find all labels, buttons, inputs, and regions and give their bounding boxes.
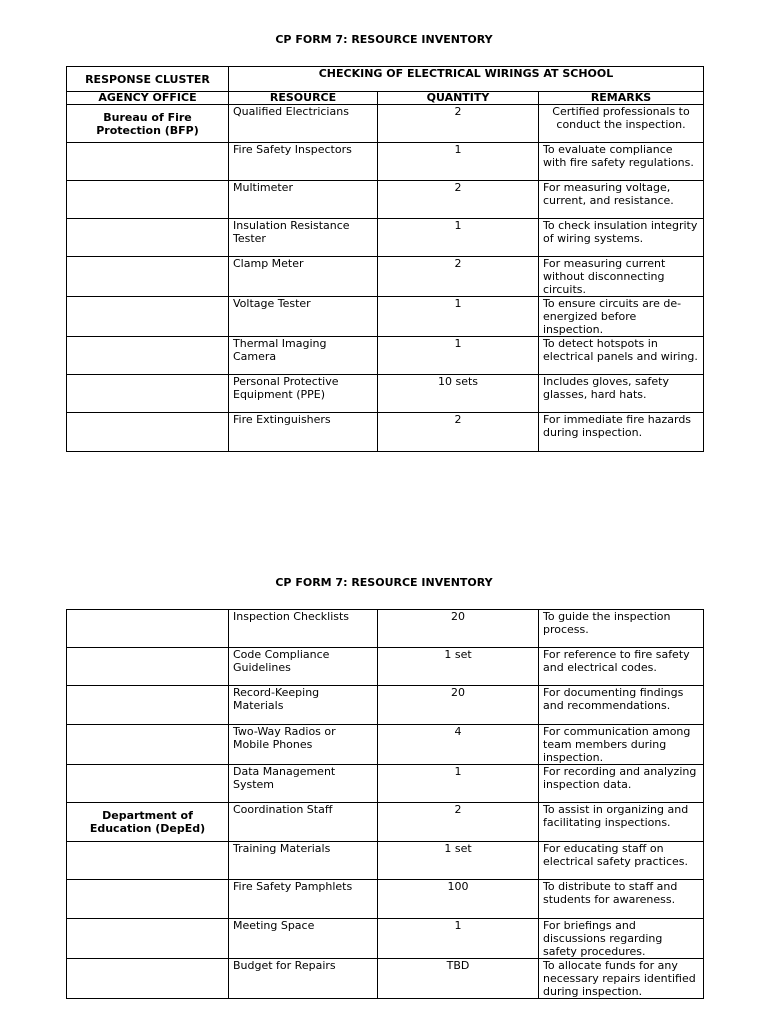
- agency-cell: [67, 181, 229, 219]
- resource-cell: Training Materials: [229, 842, 378, 880]
- agency-cell: [67, 610, 229, 648]
- table-row: [67, 765, 704, 803]
- form-title-page-1: CP FORM 7: RESOURCE INVENTORY: [275, 33, 493, 46]
- resource-cell: Record-Keeping Materials: [229, 686, 378, 725]
- table-row: [67, 803, 704, 842]
- remarks-cell: For communication among team members during inspection.: [539, 725, 704, 765]
- resource-cell: Clamp Meter: [229, 257, 378, 297]
- table-row: [67, 686, 704, 725]
- resource-inventory-table-2: [66, 609, 704, 999]
- agency-cell: [67, 880, 229, 919]
- agency-cell: [67, 143, 229, 181]
- table-row: [67, 257, 704, 297]
- agency-cell: [67, 648, 229, 686]
- quantity-cell: 1 set: [378, 842, 539, 880]
- remarks-cell: For reference to fire safety and electrical codes.: [539, 648, 704, 686]
- col-header-resource: RESOURCE: [229, 92, 378, 105]
- table-row: [67, 648, 704, 686]
- agency-cell: [67, 959, 229, 999]
- resource-cell: Thermal Imaging Camera: [229, 337, 378, 375]
- quantity-cell: 2: [378, 803, 539, 842]
- quantity-cell: 2: [378, 257, 539, 297]
- quantity-cell: 2: [378, 413, 539, 452]
- resource-inventory-table-1: [66, 66, 704, 452]
- remarks-cell: To ensure circuits are de-energized before inspection.: [539, 297, 704, 337]
- resource-cell: Insulation Resistance Tester: [229, 219, 378, 257]
- remarks-cell: Certified professionals to conduct the inspection.: [539, 105, 704, 143]
- resource-cell: Code Compliance Guidelines: [229, 648, 378, 686]
- remarks-cell: For briefings and discussions regarding safety procedures.: [539, 919, 704, 959]
- resource-cell: Budget for Repairs: [229, 959, 378, 999]
- quantity-cell: 20: [378, 686, 539, 725]
- resource-cell: Fire Safety Inspectors: [229, 143, 378, 181]
- agency-cell: [67, 257, 229, 297]
- remarks-cell: For measuring voltage, current, and resistance.: [539, 181, 704, 219]
- quantity-cell: 10 sets: [378, 375, 539, 413]
- quantity-cell: 1: [378, 297, 539, 337]
- agency-cell: [67, 219, 229, 257]
- remarks-cell: To evaluate compliance with fire safety regulations.: [539, 143, 704, 181]
- remarks-cell: For recording and analyzing inspection data.: [539, 765, 704, 803]
- col-header-quantity: QUANTITY: [378, 92, 539, 105]
- table-row: [67, 105, 704, 143]
- remarks-cell: To assist in organizing and facilitating inspections.: [539, 803, 704, 842]
- quantity-cell: 2: [378, 181, 539, 219]
- col-header-agency-office: AGENCY OFFICE: [67, 92, 229, 105]
- quantity-cell: 100: [378, 880, 539, 919]
- remarks-cell: For measuring current without disconnecting circuits.: [539, 257, 704, 297]
- agency-cell: [67, 765, 229, 803]
- resource-cell: Inspection Checklists: [229, 610, 378, 648]
- remarks-cell: Includes gloves, safety glasses, hard hats.: [539, 375, 704, 413]
- quantity-cell: 1: [378, 143, 539, 181]
- agency-cell: Department of Education (DepEd): [67, 803, 229, 842]
- agency-cell: [67, 919, 229, 959]
- table-row: [67, 337, 704, 375]
- table-row: [67, 181, 704, 219]
- resource-cell: Personal Protective Equipment (PPE): [229, 375, 378, 413]
- response-cluster-label: RESPONSE CLUSTER: [67, 67, 229, 92]
- quantity-cell: 4: [378, 725, 539, 765]
- agency-cell: Bureau of Fire Protection (BFP): [67, 105, 229, 143]
- remarks-cell: To distribute to staff and students for awareness.: [539, 880, 704, 919]
- remarks-cell: To detect hotspots in electrical panels and wiring.: [539, 337, 704, 375]
- remarks-cell: To allocate funds for any necessary repairs identified during inspection.: [539, 959, 704, 999]
- response-cluster-row: [67, 67, 704, 92]
- resource-cell: Coordination Staff: [229, 803, 378, 842]
- response-cluster-value: CHECKING OF ELECTRICAL WIRINGS AT SCHOOL: [229, 67, 704, 92]
- quantity-cell: 1 set: [378, 648, 539, 686]
- agency-cell: [67, 842, 229, 880]
- agency-cell: [67, 297, 229, 337]
- table-row: [67, 297, 704, 337]
- col-header-remarks: REMARKS: [539, 92, 704, 105]
- table-row: [67, 413, 704, 452]
- table-row: [67, 880, 704, 919]
- resource-cell: Two-Way Radios or Mobile Phones: [229, 725, 378, 765]
- remarks-cell: For immediate fire hazards during inspection.: [539, 413, 704, 452]
- quantity-cell: 1: [378, 919, 539, 959]
- agency-cell: [67, 375, 229, 413]
- quantity-cell: TBD: [378, 959, 539, 999]
- resource-cell: Multimeter: [229, 181, 378, 219]
- resource-cell: Fire Safety Pamphlets: [229, 880, 378, 919]
- table-row: [67, 143, 704, 181]
- table-row: [67, 842, 704, 880]
- quantity-cell: 20: [378, 610, 539, 648]
- table-row: [67, 919, 704, 959]
- resource-cell: Qualified Electricians: [229, 105, 378, 143]
- remarks-cell: To check insulation integrity of wiring systems.: [539, 219, 704, 257]
- quantity-cell: 1: [378, 219, 539, 257]
- quantity-cell: 1: [378, 765, 539, 803]
- resource-cell: Fire Extinguishers: [229, 413, 378, 452]
- resource-cell: Voltage Tester: [229, 297, 378, 337]
- remarks-cell: To guide the inspection process.: [539, 610, 704, 648]
- table-row: [67, 725, 704, 765]
- remarks-cell: For educating staff on electrical safety practices.: [539, 842, 704, 880]
- table-row: [67, 959, 704, 999]
- quantity-cell: 1: [378, 337, 539, 375]
- agency-cell: [67, 413, 229, 452]
- agency-cell: [67, 337, 229, 375]
- remarks-cell: For documenting findings and recommendations.: [539, 686, 704, 725]
- form-title-page-2: CP FORM 7: RESOURCE INVENTORY: [275, 576, 493, 589]
- resource-cell: Meeting Space: [229, 919, 378, 959]
- table-row: [67, 375, 704, 413]
- quantity-cell: 2: [378, 105, 539, 143]
- table-row: [67, 610, 704, 648]
- resource-cell: Data Management System: [229, 765, 378, 803]
- column-header-row: [67, 92, 704, 105]
- table-row: [67, 219, 704, 257]
- agency-cell: [67, 725, 229, 765]
- agency-cell: [67, 686, 229, 725]
